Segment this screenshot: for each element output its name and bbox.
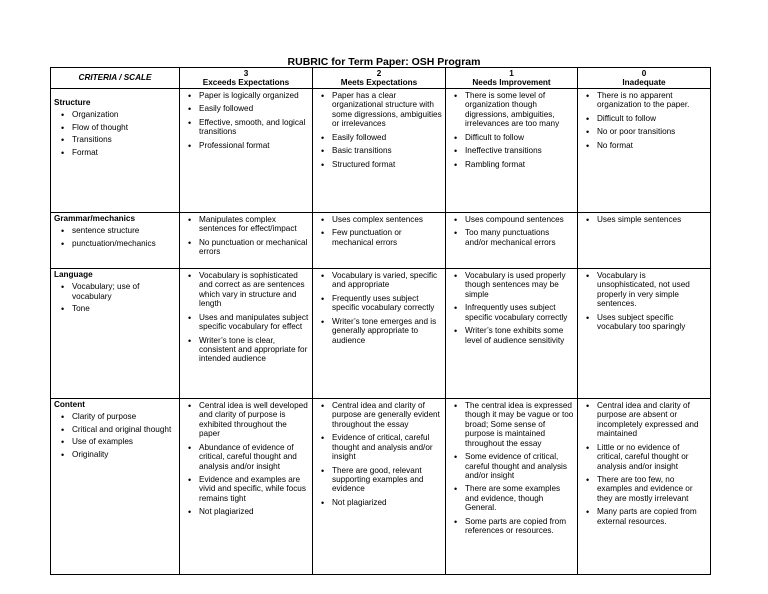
list-item: • Central idea and clarity of purpose are absent or incompletely expressed and maintained — [597, 401, 707, 439]
list-item: • Vocabulary is unsophisticated, not used properly in very simple sentences. — [597, 271, 707, 309]
list-item: • Vocabulary is used properly though sentences may be simple — [465, 271, 574, 299]
criterion-title: Grammar/mechanics — [54, 214, 136, 223]
criteria-scale-header: CRITERIA / SCALE — [51, 68, 180, 89]
list-item: • Many parts are copied from external resources. — [597, 507, 707, 526]
list-item: • Few punctuation or mechanical errors — [332, 228, 442, 247]
list-item: • Vocabulary; use of vocabulary — [72, 282, 176, 301]
level-label: Exceeds Expectations — [202, 78, 290, 87]
table-row — [51, 213, 711, 269]
level-descriptors — [316, 91, 442, 169]
level-descriptors — [581, 401, 707, 526]
list-item: • Central idea is well developed and clarity of purpose is exhibited throughout the paper — [199, 401, 309, 439]
level-score: 2 — [376, 68, 382, 78]
list-item: • Not plagiarized — [332, 498, 442, 507]
list-item: • Infrequently uses subject specific vocabulary correctly — [465, 303, 574, 322]
list-item: • No punctuation or mechanical errors — [199, 238, 309, 257]
list-item: • Difficult to follow — [465, 133, 574, 142]
level-score: 1 — [509, 68, 514, 78]
list-item: • Paper is logically organized — [199, 91, 309, 100]
rubric-table — [50, 67, 711, 575]
table-row — [51, 269, 711, 399]
list-item: • Writer’s tone exhibits some level of audience sensitivity — [465, 326, 574, 345]
list-item: • Evidence and examples are vivid and specific, while focus remains tight — [199, 475, 309, 503]
header-row — [51, 68, 711, 89]
list-item: • Uses compound sentences — [465, 215, 574, 224]
criterion-subitems — [54, 226, 176, 248]
list-item: • Vocabulary is sophisticated and correct as are sentences which vary in structure and length — [199, 271, 309, 309]
list-item: • Uses simple sentences — [597, 215, 707, 224]
level-cell — [313, 269, 446, 399]
list-item: • Effective, smooth, and logical transitions — [199, 118, 309, 137]
level-header — [578, 68, 711, 89]
level-header — [180, 68, 313, 89]
level-cell — [313, 89, 446, 213]
level-descriptors — [449, 401, 574, 535]
level-descriptors — [183, 215, 309, 257]
list-item: • Uses and manipulates subject specific vocabulary for effect — [199, 313, 309, 332]
level-cell — [180, 269, 313, 399]
list-item: • Professional format — [199, 141, 309, 150]
level-label: Inadequate — [622, 78, 666, 87]
list-item: • Writer’s tone emerges and is generally appropriate to audience — [332, 317, 442, 345]
list-item: • Rambling format — [465, 160, 574, 169]
level-cell — [313, 399, 446, 575]
level-descriptors — [581, 215, 707, 224]
level-cell — [180, 399, 313, 575]
list-item: • Originality — [72, 450, 176, 459]
level-cell — [180, 213, 313, 269]
level-descriptors — [316, 215, 442, 247]
level-cell — [578, 269, 711, 399]
list-item: • Easily followed — [199, 104, 309, 113]
level-cell — [578, 213, 711, 269]
level-descriptors — [449, 91, 574, 169]
list-item: • Organization — [72, 110, 176, 119]
level-descriptors — [449, 271, 574, 345]
list-item: • There are some examples and evidence, though General. — [465, 484, 574, 512]
level-descriptors — [581, 91, 707, 150]
list-item: • sentence structure — [72, 226, 176, 235]
criterion-subitems — [54, 110, 176, 157]
level-cell — [313, 213, 446, 269]
list-item: • Uses subject specific vocabulary too sparingly — [597, 313, 707, 332]
level-cell — [578, 399, 711, 575]
list-item: • There are too few, no examples and evidence or they are mostly irrelevant — [597, 475, 707, 503]
list-item: • Little or no evidence of critical, careful thought or analysis and/or insight — [597, 443, 707, 471]
list-item: • Ineffective transitions — [465, 146, 574, 155]
criterion-title: Structure — [54, 98, 91, 107]
list-item: • No or poor transitions — [597, 127, 707, 136]
level-descriptors — [449, 215, 574, 247]
criterion-cell — [51, 89, 180, 213]
level-label: Needs Improvement — [472, 78, 551, 87]
list-item: • Central idea and clarity of purpose are generally evident throughout the essay — [332, 401, 442, 429]
list-item: • Not plagiarized — [199, 507, 309, 516]
level-header — [446, 68, 578, 89]
list-item: • Writer’s tone is clear, consistent and appropriate for intended audience — [199, 336, 309, 364]
level-label: Meets Expectations — [340, 78, 418, 87]
level-descriptors — [183, 401, 309, 517]
level-cell — [446, 399, 578, 575]
level-descriptors — [316, 271, 442, 345]
rubric-body — [51, 89, 711, 575]
level-score: 0 — [641, 68, 647, 78]
level-descriptors — [183, 271, 309, 364]
list-item: • Clarity of purpose — [72, 412, 176, 421]
list-item: • Paper has a clear organizational structure with some digressions, ambiguities or irrelevances — [332, 91, 442, 129]
list-item: • Vocabulary is varied, specific and appropriate — [332, 271, 442, 290]
list-item: • Some evidence of critical, careful thought and analysis and/or insight — [465, 452, 574, 480]
list-item: • There is some level of organization though digressions, ambiguities, irrelevances are too many — [465, 91, 574, 129]
list-item: • Manipulates complex sentences for effect/impact — [199, 215, 309, 234]
list-item: • Critical and original thought — [72, 425, 176, 434]
list-item: • Flow of thought — [72, 123, 176, 132]
list-item: • Too many punctuations and/or mechanical errors — [465, 228, 574, 247]
criterion-title: Content — [54, 400, 85, 409]
list-item: • Structured format — [332, 160, 442, 169]
level-cell — [446, 89, 578, 213]
criterion-subitems — [54, 282, 176, 313]
criterion-cell — [51, 399, 180, 575]
table-row — [51, 399, 711, 575]
list-item: • Uses complex sentences — [332, 215, 442, 224]
list-item: • Basic transitions — [332, 146, 442, 155]
list-item: • Transitions — [72, 135, 176, 144]
criterion-subitems — [54, 412, 176, 459]
level-header — [313, 68, 446, 89]
level-cell — [578, 89, 711, 213]
list-item: • Format — [72, 148, 176, 157]
level-descriptors — [581, 271, 707, 332]
list-item: • Difficult to follow — [597, 114, 707, 123]
criterion-title: Language — [54, 270, 93, 279]
list-item: • Some parts are copied from references or resources. — [465, 517, 574, 536]
list-item: • There are good, relevant supporting examples and evidence — [332, 466, 442, 494]
level-descriptors — [183, 91, 309, 150]
list-item: • Evidence of critical, careful thought and analysis and/or insight — [332, 433, 442, 461]
list-item: • Tone — [72, 304, 176, 313]
list-item: • Frequently uses subject specific vocabulary correctly — [332, 294, 442, 313]
list-item: • No format — [597, 141, 707, 150]
list-item: • There is no apparent organization to the paper. — [597, 91, 707, 110]
page-title: RUBRIC for Term Paper: OSH Program — [287, 56, 481, 68]
level-cell — [446, 269, 578, 399]
list-item: • Easily followed — [332, 133, 442, 142]
criterion-cell — [51, 269, 180, 399]
list-item: • punctuation/mechanics — [72, 239, 176, 248]
list-item: • Abundance of evidence of critical, careful thought and analysis and/or insight — [199, 443, 309, 471]
level-cell — [180, 89, 313, 213]
list-item: • The central idea is expressed though it may be vague or too broad; Some sense of purpose is maintained throughout the essay — [465, 401, 574, 448]
criterion-cell — [51, 213, 180, 269]
level-cell — [446, 213, 578, 269]
level-descriptors — [316, 401, 442, 507]
level-score: 3 — [243, 68, 249, 78]
list-item: • Use of examples — [72, 437, 176, 446]
table-row — [51, 89, 711, 213]
